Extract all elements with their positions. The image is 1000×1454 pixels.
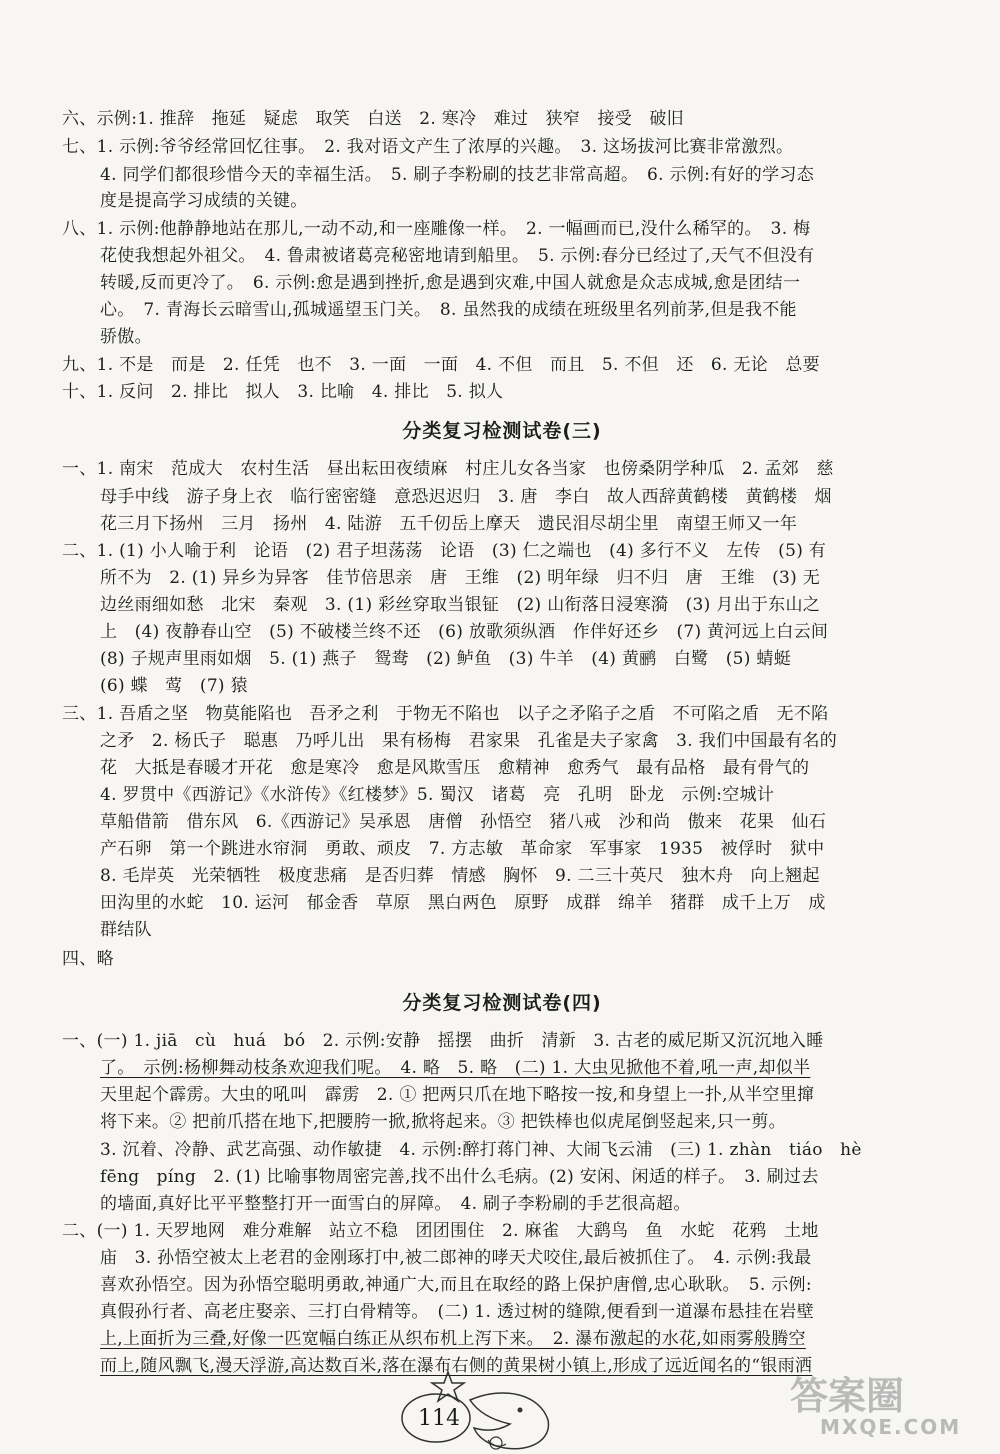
text-line: 度是提高学习成绩的关键。 — [100, 191, 308, 211]
text-line: 真假孙行者、高老庄娶亲、三打白骨精等。 (二) 1. 透过树的缝隙,便看到一道瀑布悬挂在岩壁 — [100, 1302, 814, 1322]
text-line: 二、1. (1) 小人喻于利 论语 (2) 君子坦荡荡 论语 (3) 仁之端也 (4) 多行不义 左传 (5) 有 — [62, 541, 827, 561]
text-line: 的墙面,真好比平平整整打开一面雪白的屏障。 4. 刷子李粉刷的手艺很高超。 — [100, 1194, 691, 1214]
text-line: 花 大抵是春暖才开花 愈是寒冷 愈是风欺雪压 愈精神 愈秀气 最有品格 最有骨气的 — [100, 758, 810, 778]
text-line: 一、(一) 1. jiā cù huá bó 2. 示例:安静 摇摆 曲折 清新 3. 古老的威尼斯又沉沉地入睡 — [62, 1031, 824, 1051]
text-line: 上,上面折为三叠,好像一匹宽幅白练正从织布机上泻下来。 2. 瀑布激起的水花,如雨雾般腾空 — [100, 1329, 806, 1349]
section-title: 分类复习检测试卷(三) — [402, 420, 602, 442]
text-line: 三、1. 吾盾之坚 物莫能陷也 吾矛之利 于物无不陷也 以子之矛陷子之盾 不可陷之盾 无不陷 — [62, 704, 829, 724]
text-line: 六、示例:1. 推辞 拖延 疑虑 取笑 白送 2. 寒冷 难过 狭窄 接受 破旧 — [62, 109, 684, 129]
watermark-text: 答案圈 — [790, 1374, 905, 1418]
watermark-url: MXQE.COM — [820, 1415, 962, 1439]
text-line: 九、1. 不是 而是 2. 任凭 也不 3. 一面 一面 4. 不但 而且 5. 不但 还 6. 无论 总要 — [62, 355, 820, 375]
text-line: 八、1. 示例:他静静地站在那儿,一动不动,和一座雕像一样。 2. 一幅画而已,没什么稀罕的。 3. 梅 — [62, 219, 811, 239]
page-number: 114 — [418, 1406, 460, 1431]
text-line: 田沟里的水蛇 10. 运河 郁金香 草原 黑白两色 原野 成群 绵羊 猪群 成千上万 成 — [100, 893, 826, 913]
text-line: 群结队 — [100, 920, 152, 940]
text-line: 庙 3. 孙悟空被太上老君的金刚琢打中,被二郎神的哮天犬咬住,最后被抓住了。 4. 示例:我最 — [100, 1248, 812, 1268]
text-line: 四、略 — [62, 949, 114, 969]
text-line: 转暖,反而更冷了。 6. 示例:愈是遇到挫折,愈是遇到灾难,中国人就愈是众志成城,愈是团结一 — [100, 273, 801, 293]
text-line: 4. 同学们都很珍惜今天的幸福生活。 5. 刷子李粉刷的技艺非常高超。 6. 示例:有好的学习态 — [100, 165, 814, 185]
text-line: 3. 沉着、冷静、武艺高强、动作敏捷 4. 示例:醉打蒋门神、大闹飞云浦 (三) 1. zhàn tiáo hè — [100, 1140, 862, 1160]
text-line: 花三月下扬州 三月 扬州 4. 陆游 五千仞岳上摩天 遗民泪尽胡尘里 南望王师又一年 — [100, 514, 798, 534]
text-line: 十、1. 反问 2. 排比 拟人 3. 比喻 4. 排比 5. 拟人 — [62, 382, 504, 402]
text-line: fēng píng 2. (1) 比喻事物周密完善,找不出什么毛病。(2) 安闲、闲适的样子。 3. 刷过去 — [100, 1167, 819, 1187]
text-line: 一、1. 南宋 范成大 农村生活 昼出耘田夜绩麻 村庄儿女各当家 也傍桑阴学种瓜 2. 孟郊 慈 — [62, 459, 834, 479]
text-line: 8. 毛岸英 光荣牺牲 极度悲痛 是否归葬 情感 胸怀 9. 二三十英尺 独木舟 向上翘起 — [100, 866, 820, 886]
text-line: 骄傲。 — [100, 327, 152, 347]
text-line: 了。 示例:杨柳舞动枝条欢迎我们呢。 4. 略 5. 略 (二) 1. 大虫见掀他不着,吼一声,却似半 — [100, 1058, 811, 1078]
text-line: 将下来。② 把前爪搭在地下,把腰胯一掀,掀将起来。③ 把铁棒也似虎尾倒竖起来,只一剪。 — [100, 1112, 786, 1132]
text-line: 七、1. 示例:爷爷经常回忆往事。 2. 我对语文产生了浓厚的兴趣。 3. 这场拔河比赛非常激烈。 — [62, 137, 794, 157]
text-line: 二、(一) 1. 天罗地网 难分难解 站立不稳 团团围住 2. 麻雀 大鹞鸟 鱼 水蛇 花鸦 土地 — [62, 1221, 819, 1241]
text-line: 草船借箭 借东风 6.《西游记》吴承恩 唐僧 孙悟空 猪八戒 沙和尚 傲来 花果 仙石 — [100, 812, 827, 832]
text-line: 花使我想起外祖父。 4. 鲁肃被诸葛亮秘密地请到船里。 5. 示例:春分已经过了,天气不但没有 — [100, 246, 815, 266]
text-line: 而上,随风飘飞,漫天浮游,高达数百米,落在瀑布右侧的黄果树小镇上,形成了远近闻名的“银雨洒 — [100, 1356, 813, 1376]
text-line: 之矛 2. 杨氏子 聪惠 乃呼儿出 果有杨梅 君家果 孔雀是夫子家禽 3. 我们中国最有名的 — [100, 731, 838, 751]
text-line: (6) 蝶 莺 (7) 猿 — [100, 676, 248, 696]
text-line: 边丝雨细如愁 北宋 秦观 3. (1) 彩丝穿取当银钲 (2) 山衔落日浸寒漪 (3) 月出于东山之 — [100, 595, 821, 615]
text-line: 所不为 2. (1) 异乡为异客 佳节倍思亲 唐 王维 (2) 明年绿 归不归 唐 王维 (3) 无 — [100, 568, 821, 588]
text-line: 4. 罗贯中《西游记》《水浒传》《红楼梦》5. 蜀汉 诸葛 亮 孔明 卧龙 示例:空城计 — [100, 785, 775, 805]
text-line: 母手中线 游子身上衣 临行密密缝 意恐迟迟归 3. 唐 李白 故人西辞黄鹤楼 黄鹤楼 烟 — [100, 487, 832, 507]
section-title: 分类复习检测试卷(四) — [402, 992, 602, 1014]
text-line: 上 (4) 夜静春山空 (5) 不破楼兰终不还 (6) 放歌须纵酒 作伴好还乡 (7) 黄河远上白云间 — [100, 622, 829, 642]
text-line: (8) 子规声里雨如烟 5. (1) 燕子 鸳鸯 (2) 鲈鱼 (3) 牛羊 (4) 黄鹂 白鹭 (5) 蜻蜓 — [100, 649, 792, 669]
text-line: 产石卵 第一个跳进水帘洞 勇敢、顽皮 7. 方志敏 革命家 军事家 1935 被俘时 狱中 — [100, 839, 825, 859]
text-line: 喜欢孙悟空。因为孙悟空聪明勇敢,神通广大,而且在取经的路上保护唐僧,忠心耿耿。 5. 示例: — [100, 1275, 812, 1295]
text-line: 天里起个霹雳。大虫的吼叫 霹雳 2. ① 把两只爪在地下略按一按,和身望上一扑,从半空里撺 — [100, 1085, 815, 1105]
text-line: 心。 7. 青海长云暗雪山,孤城遥望玉门关。 8. 虽然我的成绩在班级里名列前茅,但是我不能 — [100, 300, 797, 320]
